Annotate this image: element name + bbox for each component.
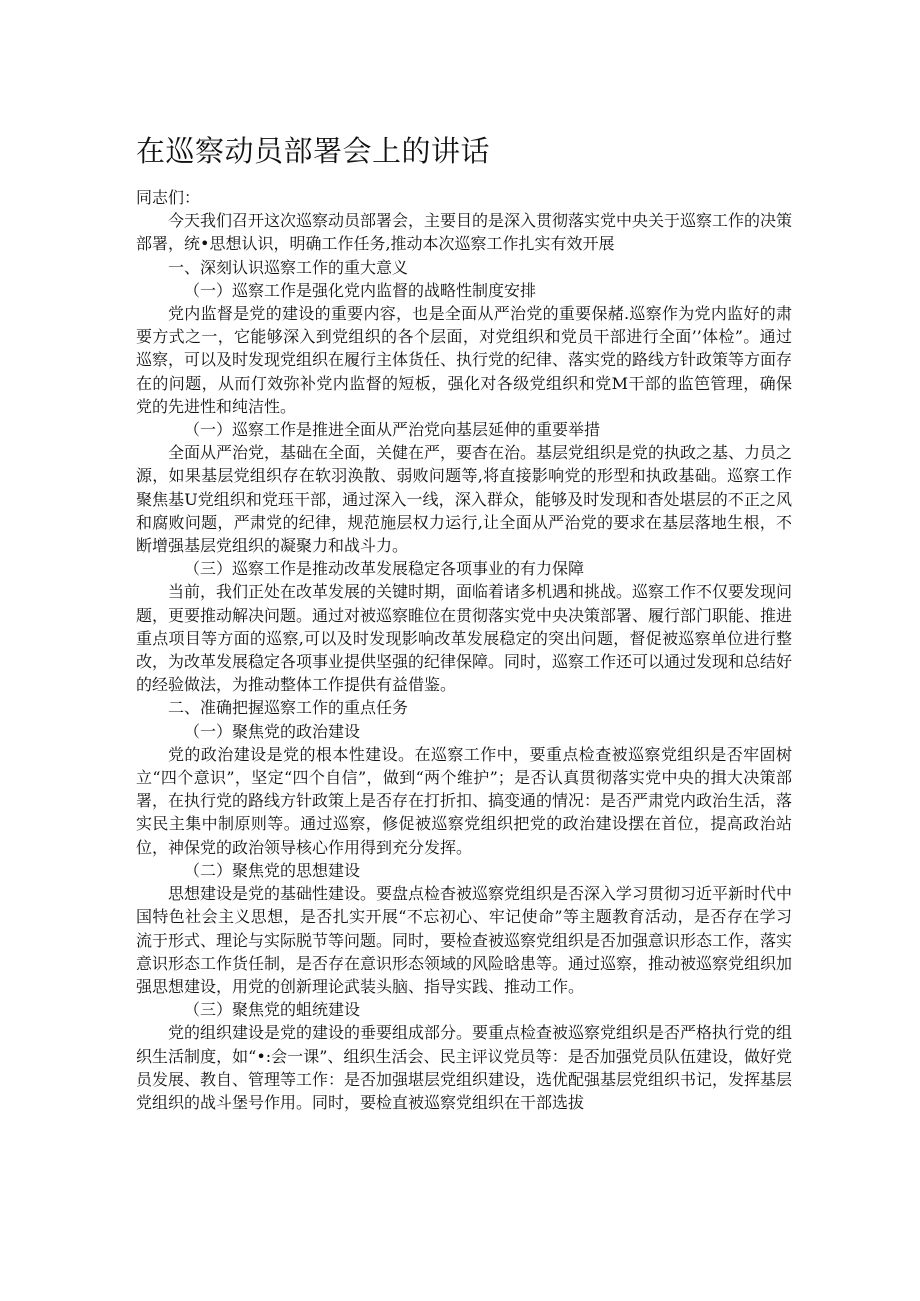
section-1-heading: 一、深刻认识巡察工作的重大意义	[168, 257, 409, 277]
section-1-sub-1-heading: （一）巡察工作是强化党内监督的战略性制度安排	[184, 280, 537, 300]
section-2-sub-2-paragraph: 思想建设是党的基础性建设。要盘点检杳被巡察党组织是否深入学习贯彻习近平新时代中国特色社会主义思想，是否扎实开展“不忘初心、牢记使命”等主题教育活动，是否存在学习流于形式、理论与实际脱节等问题。同时，要检查被巡察党组织是否加强意识形态工作，落实意识形态工作货任制，是否存在意识形态领域的风险晗患等。通过巡察，推动被巡察党组织加强思想建设，用党的创新理论武装头脑、指导实践、推动工作。	[136, 884, 793, 996]
section-2-sub-2-heading: （二）聚焦党的思想建设	[184, 860, 361, 880]
section-1-sub-2-paragraph: 全面从严治党，基础在全面，关健在严，要杳在治。基层党组织是党的执政之基、力员之源，如果基层党组织存在软羽涣散、弱败问题等,将直接影响党的形型和执政基础。巡察工作聚焦基U党组织和党珏干部，通过深入一线，深入群众，能够及时发现和杳处堪层的不正之风和腐败问题，严肃党的纪律，规范施层权力运行,让全面从严治党的要求在基层落地生根，不断增强基层党组织的凝聚力和战斗力。	[136, 443, 793, 556]
section-2-sub-3-paragraph: 党的组织建设是党的建设的垂要组成部分。要重点检查被巡察党组织是否严格执行党的组织生活制度，如“•:会一课”、组织生活会、民主评议党员等：是否加强党员队伍建设，做好党员发展、教自、管理等工作：是否加强堪层党组织建设，选优配强基层党组织书记，发挥基层党组织的战斗堡号作用。同时，要检直被巡察党组织在干部选拔	[136, 1023, 793, 1112]
salutation: 同志们：	[136, 188, 201, 207]
document-body	[136, 186, 792, 1114]
section-2-sub-1-paragraph: 党的政治建设是党的根本性建设。在巡察工作中，要重点检查被巡察党组织是否牢固树立“四个意识”，坚定“四个自信”，做到“两个维护”；是否认真贯彻落实党中央的揖大决策部署，在执行党的路线方针政策上是否存在打折扣、搞变通的情况：是否严肃党内政治生活，落实民主集中制原则等。通过巡察，修促被巡察党组织把党的政治建设摆在首位，提高政治站位，神保党的政治领导核心作用得到充分发挥。	[136, 744, 793, 857]
section-1-sub-1-paragraph: 党内监督是党的建设的重要内容，也是全面从严治党的重要保赭.巡察作为党内监好的肃要方式之一，它能够深入到党组织的各个层面，对党组织和党员干部进行全面’’体检”。通过巡察，可以及时发现党组织在履行主体货任、执行党的纪律、落实党的路线方针政策等方面存在的问题，从而仃效弥补党内监督的短板，强化对各级党组织和党M干部的监笆管理，确保党的先进性和纯洁性。	[136, 304, 793, 416]
section-1-sub-3-heading: （三）巡察工作是推动改革发展稳定各项事业的有力保障	[184, 559, 585, 579]
section-2-sub-3-heading: （三）聚焦党的蛆统建设	[184, 1000, 361, 1020]
section-2-sub-1-heading: （一）聚焦党的政治建设	[184, 721, 361, 741]
section-1-sub-2-heading: （一）巡察工作是推进全面从严治党向基层延伸的重要举措	[184, 420, 601, 440]
intro-paragraph: 今天我们召开这次巡察动员部署会，主要目的是深入贯彻落实党中央关于巡察工作的决策部署，统•思想认识，明确工作任务,推动本次巡察工作扎实有效开展	[136, 211, 793, 254]
section-1-sub-3-paragraph: 当前，我们正处在改革发展的关键时期，面临着诸多机遇和挑战。巡察工作不仅要发现问题，更要推动解决问题。通过对被巡察睢位在贯彻落实党中央决策部署、履行部门职能、推进重点项目等方面的巡察,可以及时发现影响改革发展稳定的突出问题，督促被巡察单位进行整改，为改革发展稳定各项事业提供坚强的纪律保障。同时，巡察工作还可以通过发现和总结好的经验做法，为推动整体工作提供有益借鉴。	[136, 582, 793, 695]
section-2-heading: 二、准确把握巡察工作的重点任务	[168, 698, 409, 718]
document-title: 在巡察动员部署会上的讲话	[136, 134, 491, 168]
